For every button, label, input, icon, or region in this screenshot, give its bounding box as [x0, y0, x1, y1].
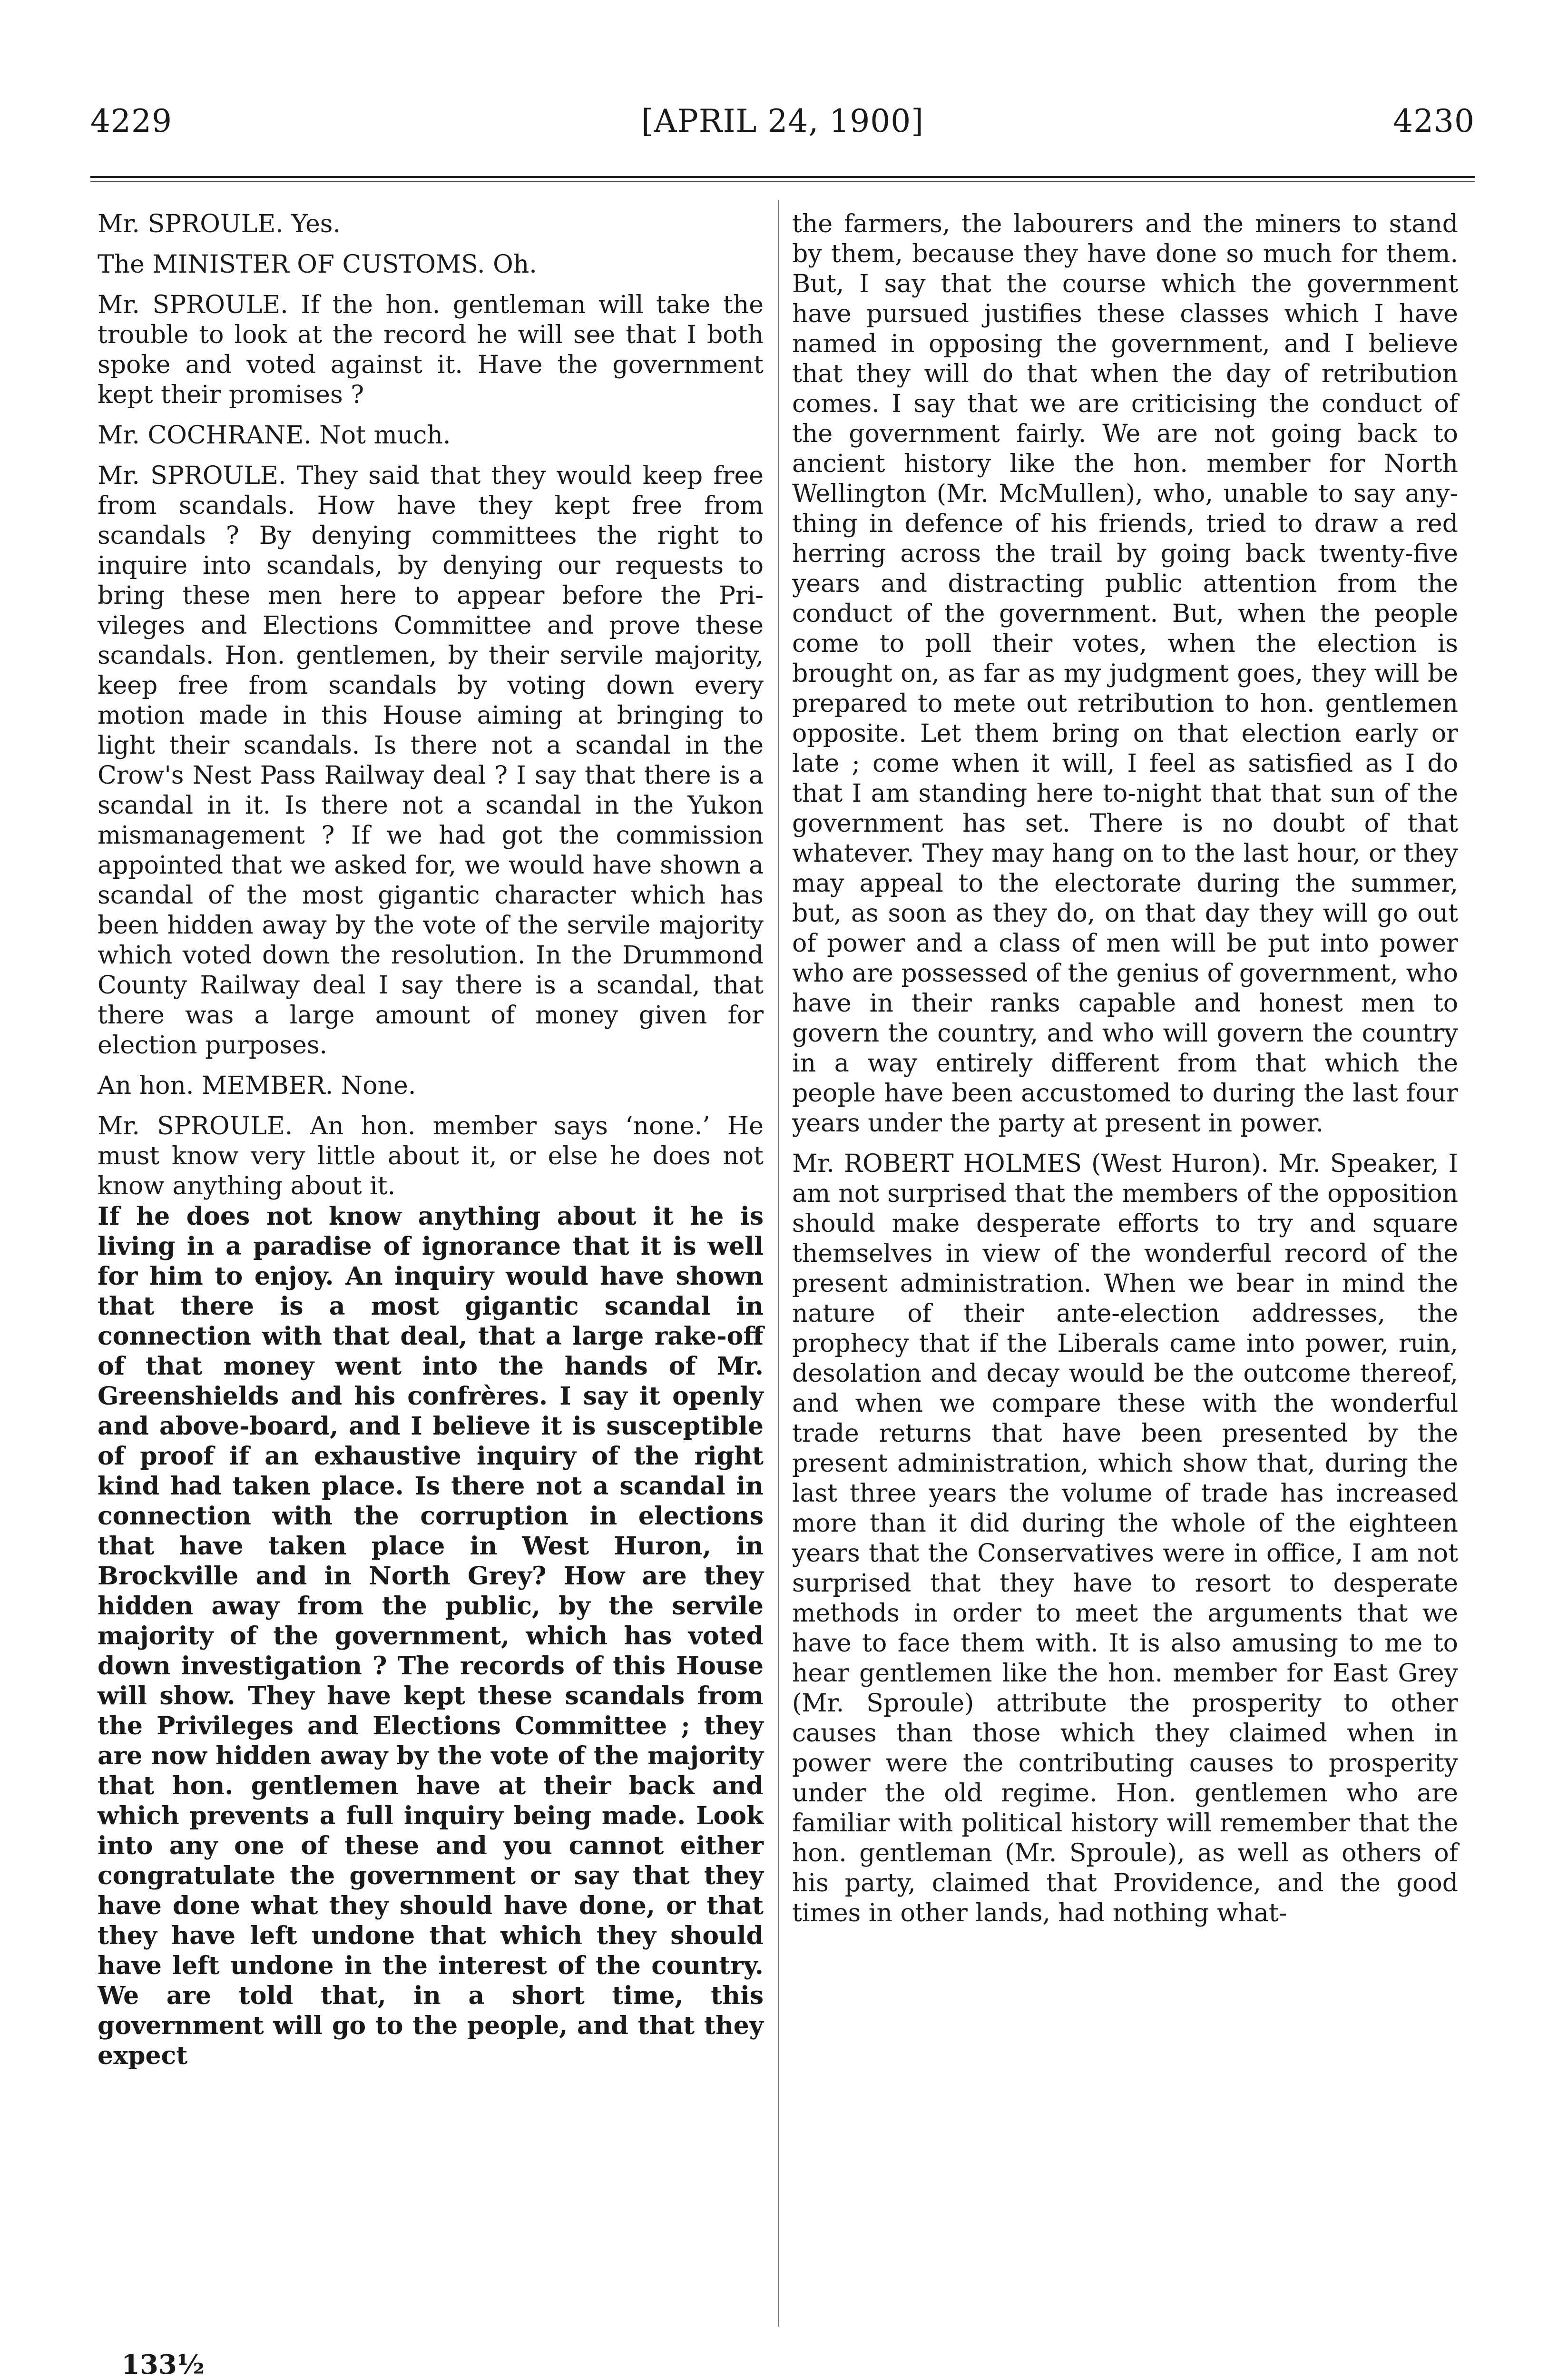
paragraph: Mr. SPROULE. They said that they would keep free from scandals. How have they kept free from scandals ? By denying committees the right to inquire into scandals, by denying our requests to bring these men here to appear before the Privileges and Elections Committee and prove these scandals. Hon. gentlemen, by their servile majority, keep free from scandals by voting down every motion made in this House aiming at bringing to light their scandals. Is there not a scandal in the Crow's Nest Pass Railway deal ? I say that there is a scandal in it. Is there not a scandal in the Yukon mismanagement ? If we had got the commission appointed that we asked for, we would have shown a scandal of the most gigantic character which has been hidden away by the vote of the servile majority which voted down the resolution. In the Drummond County Railway deal I say there is a scandal, that there was a large amount of money given for election purposes.: [98, 462, 764, 1060]
paragraph: Mr. SPROULE. If the hon. gentleman will take the trouble to look at the record he will see that I both spoke and voted against it. Have the government kept their promises ?: [98, 291, 764, 409]
paragraph: Mr. SPROULE. Yes.: [98, 210, 341, 238]
column-divider: [778, 200, 779, 2327]
paragraph: An hon. MEMBER. None.: [98, 1072, 416, 1100]
right-column: [792, 209, 1458, 1928]
paragraph: Mr. ROBERT HOLMES (West Huron). Mr. Speaker, I am not surprised that the members of the opposition should make desperate efforts to try and square themselves in view of the wonderful record of the present administration. When we bear in mind the nature of their ante-election addresses, the prophecy that if the Liberals came into power, ruin, desolation and decay would be the outcome thereof, and when we compare these with the wonderful trade returns that have been presented by the present administration, which show that, during the last three years the volume of trade has increased more than it did during the whole of the eighteen years that the Conservatives were in office, I am not surprised that they have to resort to desperate methods in order to meet the arguments that we have to face them with. It is also amusing to me to hear gentlemen like the hon. member for East Grey (Mr. Sproule) attribute the prosperity to other causes than those which they claimed when in power were the contributing causes to prosperity under the old regime. Hon. gentlemen who are familiar with political history will remember that the hon. gentleman (Mr. Sproule), as well as others of his party, claimed that Providence, and the good times in other lands, had nothing what-: [792, 1150, 1458, 1927]
page-header: [90, 95, 1475, 147]
paragraph: the farmers, the labourers and the miners to stand by them, because they have done so much for them. But, I say that the course which the government have pursued justifies these classes which I have named in opposing the government, and I believe that they will do that when the day of retribution comes. I say that we are criticising the conduct of the government fairly. We are not going back to ancient history like the hon. member for North Wellington (Mr. McMullen), who, unable to say anything in defence of his friends, tried to draw a red herring across the trail by going back twenty-five years and distracting public attention from the conduct of the government. But, when the people come to poll their votes, when the election is brought on, as far as my judgment goes, they will be prepared to mete out retribution to hon. gentlemen opposite. Let them bring on that election early or late ; come when it will, I feel as satisfied as I do that I am standing here to-night that that sun of the government has set. There is no doubt of that whatever. They may hang on to the last hour, or they may appeal to the electorate during the summer, but, as soon as they do, on that day they will go out of power and a class of men will be put into power who are possessed of the genius of government, who have in their ranks capable and honest men to govern the country, and who will govern the country in a way entirely different from that which the people have been accustomed to during the last four years under the party at present in power.: [792, 210, 1458, 1138]
page-number-left: 4229: [90, 103, 172, 139]
paragraph: Mr. SPROULE. An hon. member says ‘none.’ He must know very little about it, or else he does not know anything about it.: [98, 1112, 764, 1200]
page-date: [APRIL 24, 1900]: [641, 103, 924, 139]
page-number-right: 4230: [1393, 103, 1475, 139]
left-column: [98, 209, 764, 2071]
signature-mark: 133½: [121, 2349, 205, 2379]
paragraph: The MINISTER OF CUSTOMS. Oh.: [98, 250, 537, 279]
paragraph-bold: If he does not know anything about it he is living in a paradise of ignorance that it is well for him to enjoy. An inquiry would have shown that there is a most gigantic scandal in connection with that deal, that a large rake-off of that money went into the hands of Mr. Greenshields and his confrères. I say it openly and above-board, and I believe it is susceptible of proof if an exhaustive inquiry of the right kind had taken place. Is there not a scandal in connection with the corruption in elections that have taken place in West Huron, in Brockville and in North Grey? How are they hidden away from the public, by the servile majority of the government, which has voted down investigation ? The records of this House will show. They have kept these scandals from the Privileges and Elections Committee ; they are now hidden away by the vote of the majority that hon. gentlemen have at their back and which prevents a full inquiry being made. Look into any one of these and you cannot either congratulate the government or say that they have done what they should have done, or that they have left undone that which they should have left undone in the interest of the country. We are told that, in a short time, this government will go to the people, and that they expect: [98, 1202, 764, 2070]
header-rule: [90, 176, 1475, 178]
header-rule-thin: [90, 181, 1475, 182]
paragraph: Mr. COCHRANE. Not much.: [98, 421, 451, 450]
